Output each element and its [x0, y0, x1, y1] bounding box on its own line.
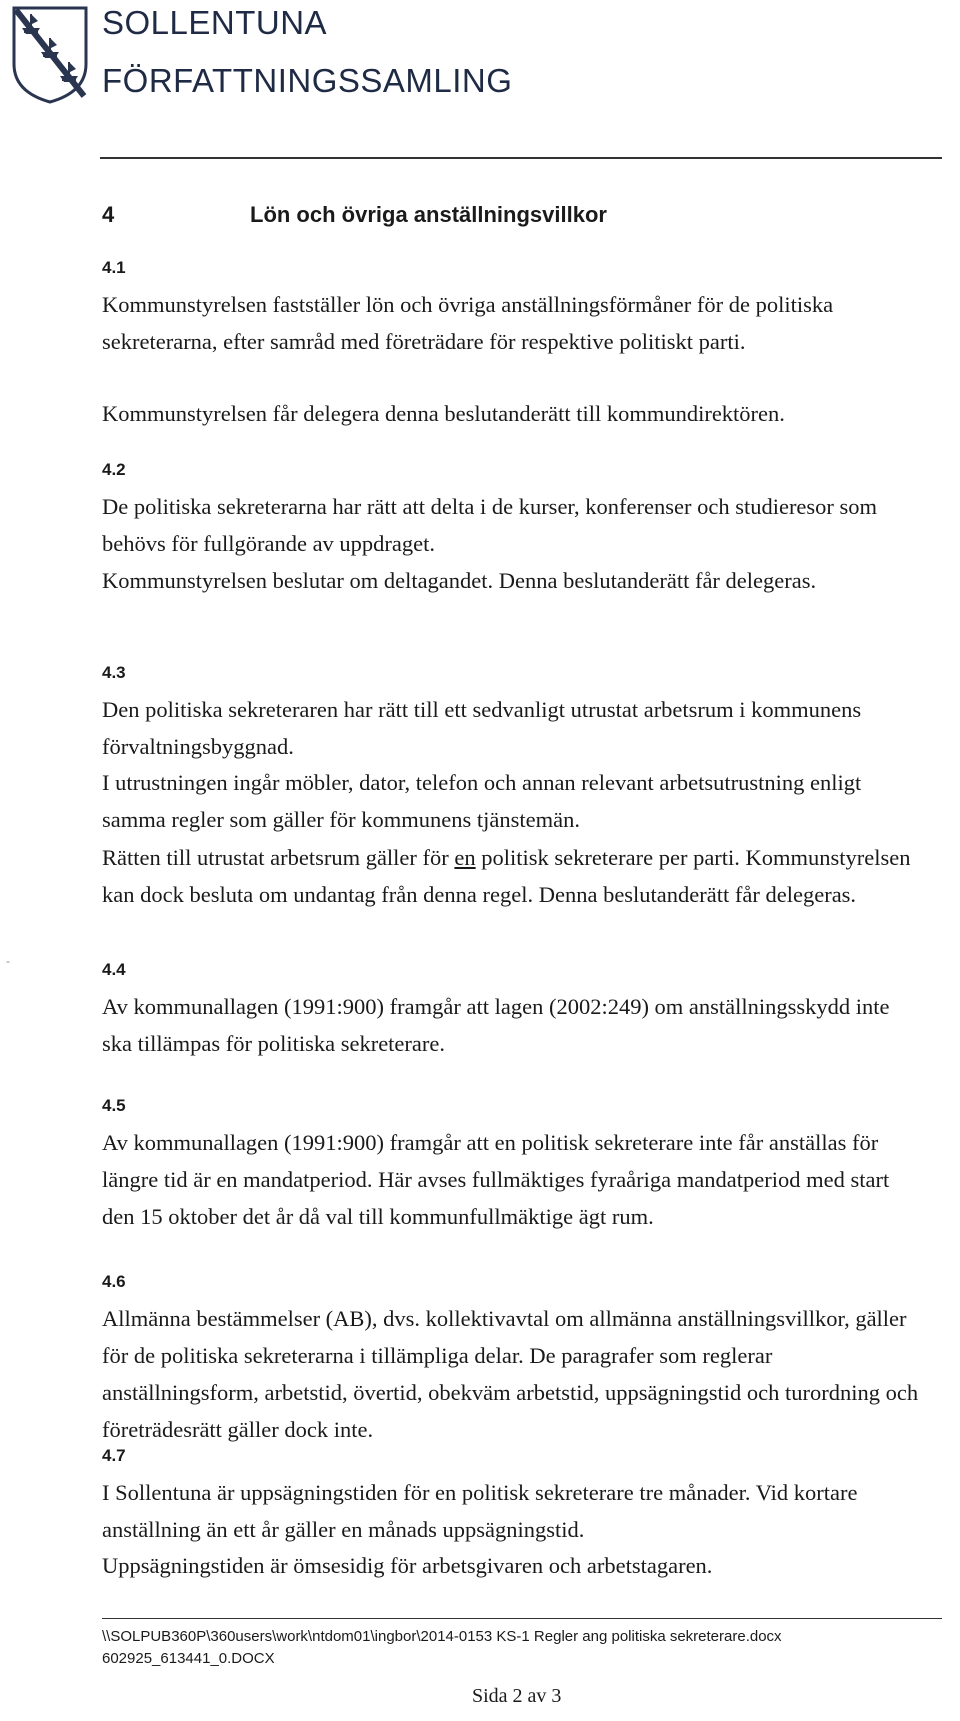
section-number: 4.7 — [102, 1446, 126, 1465]
paragraph: Av kommunallagen (1991:900) framgår att en politisk sekreterare inte får anställas för längre tid är en mandatperiod. Här avses fullmäktiges fyraåriga mandatperiod med start den 15 oktober det år då val till kommunfullmäktige ägt rum. — [102, 1130, 890, 1229]
series-name: FÖRFATTNINGSSAMLING — [102, 62, 513, 99]
section-number: 4.1 — [102, 258, 126, 277]
footer-doc-id: 602925_613441_0.DOCX — [102, 1650, 275, 1667]
paragraph: I utrustningen ingår möbler, dator, telefon och annan relevant arbetsutrustning enligt samma regler som gäller för kommunens tjänstemän. — [102, 770, 862, 832]
paragraph-text: Rätten till utrustat arbetsrum gäller för — [102, 845, 455, 870]
paragraph: Kommunstyrelsen fastställer lön och övriga anställningsförmåner för de politiska sekreterarna, efter samråd med företrädare för respektive politiskt parti. — [102, 292, 834, 354]
paragraph: Den politiska sekreteraren har rätt till ett sedvanligt utrustat arbetsrum i kommunens förvaltningsbyggnad. — [102, 697, 862, 759]
paragraph — [102, 839, 922, 913]
paragraph: Av kommunallagen (1991:900) framgår att lagen (2002:249) om anställningsskydd inte ska tillämpas för politiska sekreterare. — [102, 994, 890, 1056]
footer-divider — [102, 1618, 942, 1619]
header-divider — [100, 157, 942, 159]
footer-file-path: \\SOLPUB360P\360users\work\ntdom01\ingbor\2014-0153 KS-1 Regler ang politiska sekreterare.docx — [102, 1628, 782, 1645]
paragraph: Kommunstyrelsen beslutar om deltagandet. Denna beslutanderätt får delegeras. — [102, 568, 817, 593]
section-number: 4.5 — [102, 1096, 126, 1115]
paragraph-text: politisk sekreterare per parti. Kommunstyrelsen kan dock besluta om undantag från denna regel. Denna beslutanderätt får delegeras. — [102, 845, 911, 907]
chapter-title: Lön och övriga anställningsvillkor — [250, 202, 607, 227]
section-number: 4.6 — [102, 1272, 126, 1291]
paragraph: Kommunstyrelsen får delegera denna beslutanderätt till kommundirektören. — [102, 401, 785, 426]
paragraph: I Sollentuna är uppsägningstiden för en politisk sekreterare tre månader. Vid kortare anställning än ett år gäller en månads uppsägningstid. — [102, 1480, 858, 1542]
margin-mark: - — [6, 954, 10, 968]
paragraph: De politiska sekreterarna har rätt att delta i de kurser, konferenser och studieresor som behövs för fullgörande av uppdraget. — [102, 494, 878, 556]
section-number: 4.3 — [102, 663, 126, 682]
page-number: Sida 2 av 3 — [472, 1685, 562, 1707]
section-number: 4.4 — [102, 960, 126, 979]
underlined-word: en — [454, 845, 476, 870]
municipal-coat-of-arms-icon — [10, 4, 90, 104]
chapter-number: 4 — [102, 202, 115, 227]
paragraph: Allmänna bestämmelser (AB), dvs. kollektivavtal om allmänna anställningsvillkor, gäller för de politiska sekreterarna i tillämpliga delar. De paragrafer som reglerar anställningsform, arbetstid, övertid, obekväm arbetstid, uppsägningstid och turordning och företrädesrätt gäller dock inte. — [102, 1306, 919, 1442]
section-number: 4.2 — [102, 460, 126, 479]
paragraph: Uppsägningstiden är ömsesidig för arbetsgivaren och arbetstagaren. — [102, 1553, 713, 1578]
document-header — [0, 0, 960, 160]
org-name: SOLLENTUNA — [102, 4, 328, 41]
